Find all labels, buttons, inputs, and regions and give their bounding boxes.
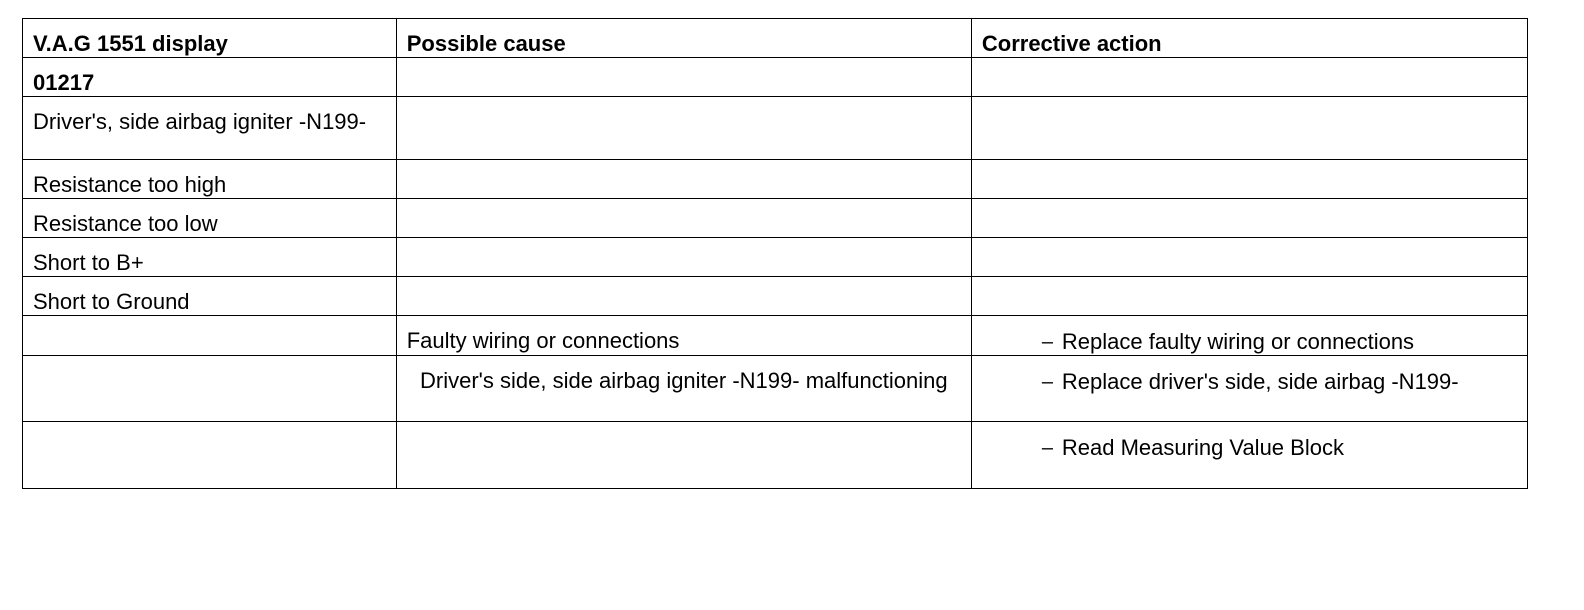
corrective-action-cell — [971, 316, 1527, 356]
fault-type: Short to B+ — [23, 238, 397, 277]
corrective-action-cell — [971, 356, 1527, 422]
action-item — [982, 368, 1517, 395]
empty-cell — [971, 199, 1527, 238]
empty-cell — [396, 97, 971, 160]
dash-bullet: – — [1041, 371, 1053, 393]
table-row — [23, 356, 1528, 422]
fault-type: Resistance too low — [23, 199, 397, 238]
table-row — [23, 316, 1528, 356]
fault-type: Resistance too high — [23, 160, 397, 199]
empty-cell — [23, 316, 397, 356]
empty-cell — [971, 97, 1527, 160]
table-row — [23, 277, 1528, 316]
corrective-action: Replace faulty wiring or connections — [1061, 329, 1415, 354]
empty-cell — [971, 58, 1527, 97]
dash-bullet: – — [1041, 331, 1053, 353]
fault-type: Short to Ground — [23, 277, 397, 316]
empty-cell — [396, 58, 971, 97]
table-row — [23, 160, 1528, 199]
table-row — [23, 238, 1528, 277]
empty-cell — [396, 277, 971, 316]
empty-cell — [396, 199, 971, 238]
possible-cause: Driver's side, side airbag igniter -N199- malfunctioning — [396, 356, 971, 422]
header-cause: Possible cause — [396, 19, 971, 58]
empty-cell — [971, 160, 1527, 199]
fault-code: 01217 — [23, 58, 397, 97]
corrective-action-cell — [971, 422, 1527, 489]
diagnostic-table — [22, 18, 1528, 489]
empty-cell — [396, 160, 971, 199]
table-row — [23, 199, 1528, 238]
dash-bullet: – — [1041, 437, 1053, 459]
empty-cell — [23, 422, 397, 489]
empty-cell — [23, 356, 397, 422]
action-item — [982, 328, 1517, 355]
corrective-action: Replace driver's side, side airbag -N199- — [1061, 369, 1459, 394]
empty-cell — [971, 277, 1527, 316]
empty-cell — [396, 238, 971, 277]
possible-cause — [396, 422, 971, 489]
table-row — [23, 97, 1528, 160]
component-name: Driver's, side airbag igniter -N199- — [23, 97, 397, 160]
action-item — [982, 434, 1517, 461]
header-action: Corrective action — [971, 19, 1527, 58]
table-header-row — [23, 19, 1528, 58]
header-display: V.A.G 1551 display — [23, 19, 397, 58]
empty-cell — [971, 238, 1527, 277]
corrective-action: Read Measuring Value Block — [1061, 435, 1344, 460]
table-row — [23, 58, 1528, 97]
possible-cause: Faulty wiring or connections — [396, 316, 971, 356]
table-row — [23, 422, 1528, 489]
